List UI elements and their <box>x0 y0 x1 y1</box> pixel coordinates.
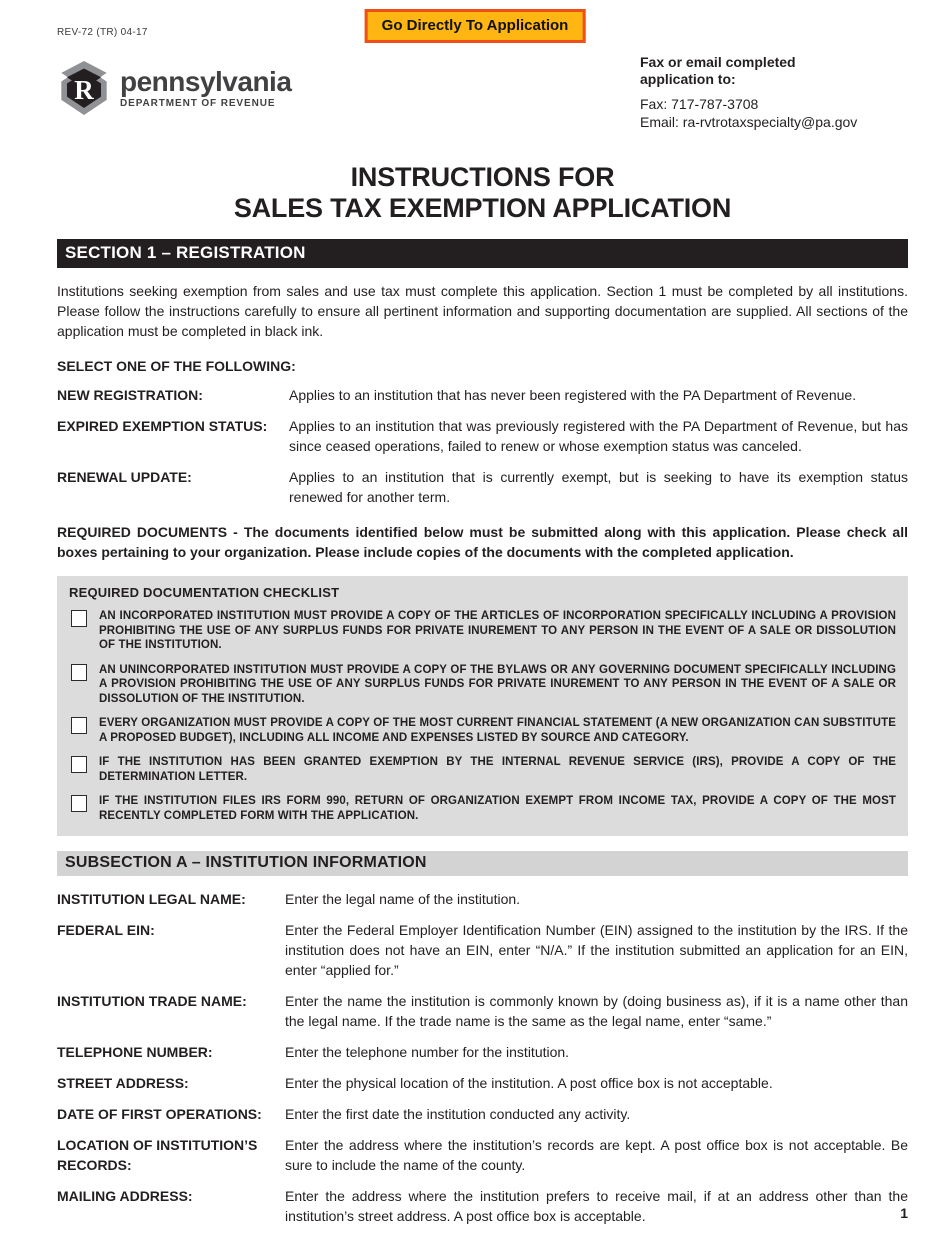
info-label: DATE OF FIRST OPERATIONS: <box>57 1106 262 1122</box>
page-title <box>57 162 908 224</box>
checklist-item-text: AN UNINCORPORATED INSTITUTION MUST PROVIDE A COPY OF THE BYLAWS OR ANY GOVERNING DOCUMENT SPECIFICALLY INCLUDING A PROVISION PROHIBITING THE USE OF ANY SURPLUS FUNDS FOR PRIVATE INUREMENT TO ANY PERSON IN THE EVENT OF A SALE OR DISSOLUTION OF THE INSTITUTION. <box>99 663 896 705</box>
checklist-heading: REQUIRED DOCUMENTATION CHECKLIST <box>69 585 340 600</box>
select-one-heading: SELECT ONE OF THE FOLLOWING: <box>57 358 296 374</box>
checkbox-irs-form-990[interactable] <box>71 795 87 812</box>
registration-options <box>57 385 908 518</box>
info-label: FEDERAL EIN: <box>57 922 155 938</box>
required-documentation-checklist <box>57 576 908 836</box>
checkbox-irs-determination-letter[interactable] <box>71 756 87 773</box>
info-description: Enter the legal name of the institution. <box>285 891 521 907</box>
info-description: Enter the telephone number for the institution. <box>285 1044 570 1060</box>
checkbox-financial-statement[interactable] <box>71 717 87 734</box>
info-label: INSTITUTION LEGAL NAME: <box>57 891 246 907</box>
info-label: LOCATION OF INSTITUTION’S RECORDS: <box>57 1137 258 1173</box>
institution-information-rows <box>57 889 908 1237</box>
checkbox-articles-of-incorporation[interactable] <box>71 610 87 627</box>
page-title-line1: INSTRUCTIONS FOR <box>350 162 615 192</box>
info-description: Enter the address where the institution prefers to receive mail, if at an address other than the institution’s street address. A post office box is acceptable. <box>285 1188 908 1224</box>
info-label: INSTITUTION TRADE NAME: <box>57 993 247 1009</box>
option-description: Applies to an institution that has never been registered with the PA Department of Revenue. <box>289 387 857 403</box>
checklist-item <box>69 609 896 654</box>
info-label: MAILING ADDRESS: <box>57 1188 193 1204</box>
logo-wordmark <box>120 65 292 109</box>
document-content <box>57 162 908 1237</box>
checklist-item <box>69 716 896 746</box>
option-description: Applies to an institution that is currently exempt, but is seeking to have its exemption status renewed for another term. <box>289 469 908 505</box>
info-description: Enter the first date the institution conducted any activity. <box>285 1106 631 1122</box>
logo-state-name: pennsylvania <box>120 65 292 97</box>
checkbox-bylaws-governing-document[interactable] <box>71 664 87 681</box>
section1-intro: Institutions seeking exemption from sales and use tax must complete this application. Section 1 must be completed by all institutions. Please follow the instructions carefully to ensure all pertinent information and supporting documentation are supplied. All sections of the application must be completed in black ink. <box>57 283 908 339</box>
contact-fax: Fax: 717-787-3708 <box>640 96 759 112</box>
contact-heading: Fax or email completed application to: <box>640 54 796 87</box>
pa-revenue-logo <box>57 58 291 118</box>
option-label: EXPIRED EXEMPTION STATUS: <box>57 418 268 434</box>
checklist-item <box>69 663 896 708</box>
checklist-item-text: EVERY ORGANIZATION MUST PROVIDE A COPY OF THE MOST CURRENT FINANCIAL STATEMENT (A NEW ORGANIZATION CAN SUBSTITUTE A PROPOSED BUDGET), INCLUDING ALL INCOME AND EXPENSES LISTED BY SOURCE AND CATEGORY. <box>99 717 896 744</box>
checklist-item-text: IF THE INSTITUTION FILES IRS FORM 990, RETURN OF ORGANIZATION EXEMPT FROM INCOME TAX, PROVIDE A COPY OF THE MOST RECENTLY COMPLETED FORM WITH THE APPLICATION. <box>99 795 896 822</box>
contact-block <box>640 54 920 131</box>
svg-text:R: R <box>74 74 94 105</box>
go-directly-to-application-button[interactable]: Go Directly To Application <box>365 9 586 43</box>
subsection-a-heading-bar: SUBSECTION A – INSTITUTION INFORMATION <box>57 851 908 876</box>
contact-lines <box>640 95 920 131</box>
checklist-item <box>69 794 896 824</box>
checklist-item-text: AN INCORPORATED INSTITUTION MUST PROVIDE A COPY OF THE ARTICLES OF INCORPORATION SPECIFICALLY INCLUDING A PROVISION PROHIBITING THE USE OF ANY SURPLUS FUNDS FOR PRIVATE INUREMENT TO ANY PERSON IN THE EVENT OF A SALE OR DISSOLUTION OF THE INSTITUTION. <box>99 610 896 651</box>
option-label: RENEWAL UPDATE: <box>57 469 192 485</box>
page-title-line2: SALES TAX EXEMPTION APPLICATION <box>233 193 732 223</box>
contact-email: Email: ra-rvtrotaxspecialty@pa.gov <box>640 114 858 130</box>
info-description: Enter the Federal Employer Identification Number (EIN) assigned to the institution by the IRS. If the institution does not have an EIN, enter “N/A.” If the institution submitted an application for an EIN, enter “applied for.” <box>285 922 908 978</box>
logo-department-name: DEPARTMENT OF REVENUE <box>120 97 276 109</box>
info-description: Enter the physical location of the institution. A post office box is not acceptable. <box>285 1075 773 1091</box>
info-description: Enter the name the institution is commonly known by (doing business as), if it is a name other than the legal name. If the trade name is the same as the legal name, enter “same.” <box>285 993 908 1029</box>
section1-heading-bar: SECTION 1 – REGISTRATION <box>57 239 908 268</box>
info-label: TELEPHONE NUMBER: <box>57 1044 213 1060</box>
checklist-item-text: IF THE INSTITUTION HAS BEEN GRANTED EXEMPTION BY THE INTERNAL REVENUE SERVICE (IRS), PROVIDE A COPY OF THE DETERMINATION LETTER. <box>99 756 896 783</box>
keystone-logo-icon <box>57 58 111 118</box>
checklist-item <box>69 755 896 785</box>
info-description: Enter the address where the institution’s records are kept. A post office box is not acceptable. Be sure to include the name of the county. <box>285 1137 908 1173</box>
form-number: REV-72 (TR) 04-17 <box>57 27 148 38</box>
page-number: 1 <box>900 1205 908 1221</box>
required-documents-note: REQUIRED DOCUMENTS - The documents identified below must be submitted along with this application. Please check all boxes pertaining to your organization. Please include copies of the documents with the completed application. <box>57 524 908 560</box>
info-label: STREET ADDRESS: <box>57 1075 189 1091</box>
option-label: NEW REGISTRATION: <box>57 387 203 403</box>
option-description: Applies to an institution that was previously registered with the PA Department of Revenue, but has since ceased operations, failed to renew or whose exemption status was canceled. <box>289 418 908 454</box>
